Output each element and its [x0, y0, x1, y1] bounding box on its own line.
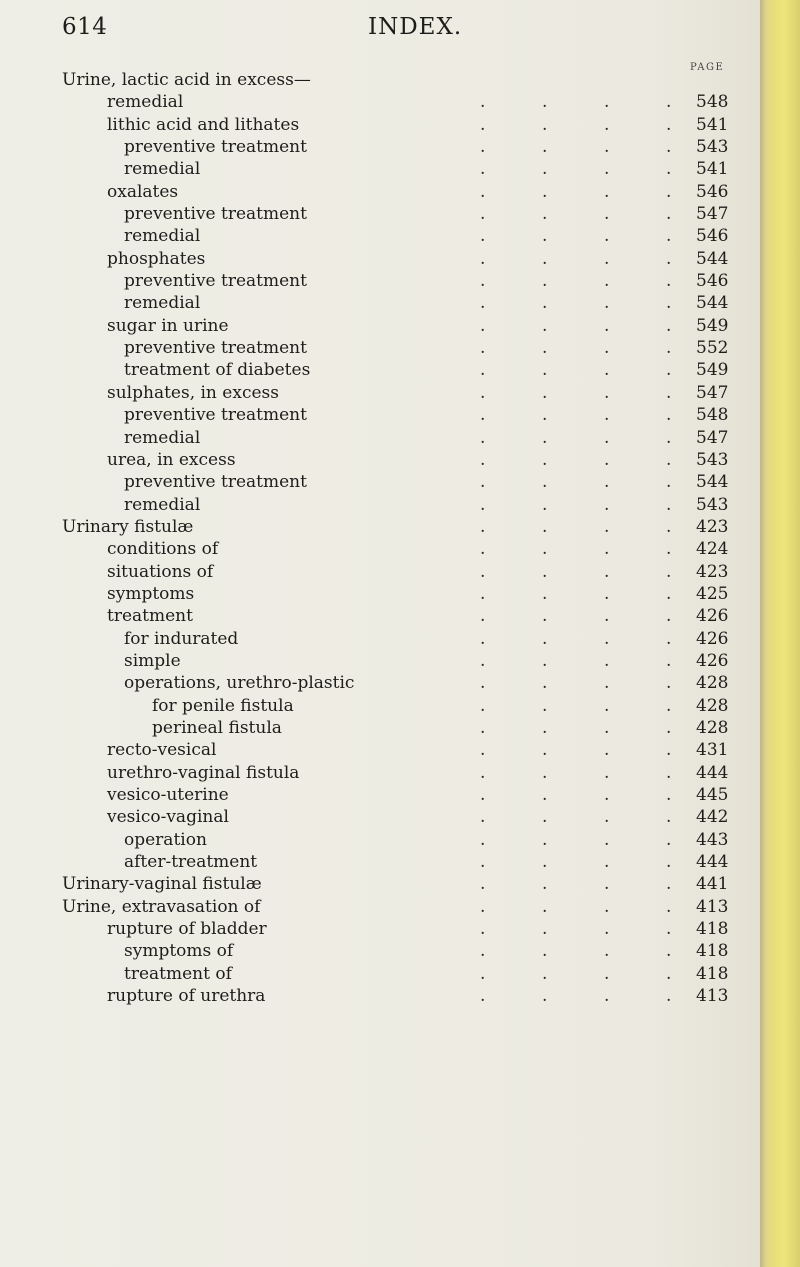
- index-entry-page: 541: [696, 159, 729, 180]
- index-entry-label: after-treatment: [124, 852, 258, 873]
- index-entry: urethro-vaginal fistula . . . . 444: [107, 762, 729, 783]
- index-entries: [0, 69, 760, 1007]
- index-entry-label: preventive treatment: [124, 472, 307, 493]
- index-entry-label: for indurated: [124, 628, 239, 649]
- index-entry: vesico-uterine . . . . 445: [107, 785, 729, 805]
- index-entry: preventive treatment . . . . 546: [124, 271, 729, 292]
- index-entry-label: preventive treatment: [124, 405, 307, 426]
- index-entry: remedial . . . . 548: [107, 92, 729, 113]
- index-entry: perineal fistula . . . . 428: [152, 717, 729, 738]
- index-entry: preventive treatment . . . . 548: [124, 405, 729, 426]
- index-entry: operations, urethro-plastic . . . . 428: [124, 673, 729, 694]
- page-number: 614: [62, 14, 108, 40]
- index-entry-label: preventive treatment: [124, 271, 307, 292]
- index-entry: remedial . . . . 544: [124, 293, 729, 314]
- index-entry-label: urethro-vaginal fistula: [107, 762, 300, 783]
- index-entry-page: 543: [696, 449, 729, 470]
- index-entry: [0, 69, 760, 91]
- index-entry-page: 445: [696, 785, 729, 805]
- index-entry-label: treatment of: [124, 963, 232, 984]
- index-entry: situations of . . . . 423: [107, 561, 729, 582]
- index-entry-page: 549: [696, 360, 729, 381]
- index-entry: recto-vesical . . . . 431: [107, 740, 729, 761]
- index-entry: remedial . . . . 543: [124, 494, 729, 515]
- index-entry: preventive treatment . . . . 543: [124, 137, 729, 158]
- index-entry: lithic acid and lithates . . . . 541: [107, 114, 729, 135]
- index-entry: oxalates . . . . 546: [107, 181, 729, 202]
- index-entry-label: vesico-vaginal: [107, 807, 229, 828]
- index-entry: Urinary fistulæ . . . . 423: [62, 516, 729, 537]
- index-entry-label: preventive treatment: [124, 204, 307, 225]
- index-entry-label: treatment: [107, 606, 193, 627]
- index-entry: remedial . . . . 546: [124, 226, 729, 247]
- index-entry: remedial . . . . 541: [124, 159, 729, 180]
- index-entry-label: urea, in excess: [107, 449, 236, 470]
- index-entry-label: symptoms of: [124, 941, 234, 962]
- index-entry: remedial . . . . 547: [124, 427, 729, 448]
- index-entry-page: 544: [696, 472, 729, 493]
- index-entry-page: 544: [696, 248, 729, 269]
- index-entry-label: recto-vesical: [107, 740, 217, 761]
- index-entry-label: operation: [124, 829, 207, 850]
- index-entry-page: 541: [696, 114, 729, 135]
- index-entry-page: 418: [696, 941, 729, 962]
- index-entry-label: perineal fistula: [152, 717, 282, 738]
- index-entry-page: 543: [696, 137, 729, 158]
- index-entry: urea, in excess . . . . 543: [107, 449, 729, 470]
- index-entry-label: Urine, extravasation of: [62, 896, 261, 917]
- index-entry: symptoms . . . . 425: [107, 583, 729, 604]
- index-entry-label: conditions of: [107, 539, 219, 560]
- index-entry: Urinary-vaginal fistulæ . . . . 441: [62, 874, 729, 895]
- page-column-heading: PAGE: [690, 62, 725, 73]
- index-entry-page: 444: [696, 852, 729, 873]
- index-entry-page: 546: [696, 226, 729, 247]
- index-entry-page: 423: [696, 516, 729, 537]
- index-entry-page: 418: [696, 919, 729, 940]
- index-entry-page: 418: [696, 963, 729, 984]
- index-entry-label: phosphates: [107, 248, 206, 269]
- index-entry-page: 552: [696, 338, 729, 359]
- index-entry-label: lithic acid and lithates: [107, 114, 300, 135]
- index-entry-page: 546: [696, 181, 729, 202]
- index-entry-page: 442: [696, 807, 729, 828]
- index-entry-page: 413: [696, 896, 729, 917]
- index-entry-label: remedial: [124, 494, 201, 515]
- index-entry-label: operations, urethro-plastic: [124, 673, 355, 694]
- index-entry-page: 547: [696, 427, 729, 448]
- index-entry-page: 546: [696, 271, 729, 292]
- index-entry-label: remedial: [124, 226, 201, 247]
- index-entry: conditions of . . . . 424: [107, 539, 729, 560]
- index-entry: symptoms of . . . . 418: [124, 941, 729, 962]
- index-entry: treatment . . . . 426: [107, 606, 729, 627]
- index-entry: phosphates . . . . 544: [107, 248, 729, 269]
- index-entry-label: symptoms: [107, 583, 195, 604]
- index-entry-page: 424: [696, 539, 729, 560]
- index-entry-page: 428: [696, 695, 729, 716]
- index-entry: operation . . . . 443: [124, 829, 729, 850]
- index-entry-page: 444: [696, 762, 729, 783]
- index-entry-label: Urinary-vaginal fistulæ: [62, 874, 262, 895]
- index-entry-label: rupture of urethra: [107, 986, 266, 1007]
- index-entry: rupture of urethra . . . . 413: [107, 986, 729, 1007]
- index-entry: preventive treatment . . . . 547: [124, 204, 729, 225]
- index-entry-label: Urinary fistulæ: [62, 516, 194, 537]
- index-entry-label: remedial: [124, 159, 201, 180]
- index-entry-page: 426: [696, 628, 729, 649]
- index-entry: vesico-vaginal . . . . 442: [107, 807, 729, 828]
- index-entry-page: 428: [696, 673, 729, 694]
- index-entry: after-treatment . . . . 444: [124, 852, 729, 873]
- index-entry-page: 441: [696, 874, 729, 895]
- index-entry-label: treatment of diabetes: [124, 360, 311, 381]
- index-entry-page: 423: [696, 561, 729, 582]
- index-entry: for indurated . . . . 426: [124, 628, 729, 649]
- index-entry-label: remedial: [107, 92, 184, 113]
- book-page-edge: [760, 0, 800, 1267]
- index-entry: sugar in urine . . . . 549: [107, 315, 729, 336]
- index-entry: treatment of diabetes . . . . 549: [124, 360, 729, 381]
- index-entry: simple . . . . 426: [124, 650, 729, 671]
- index-entry-label: remedial: [124, 427, 201, 448]
- index-entry: Urine, extravasation of . . . . 413: [62, 896, 729, 917]
- index-entry-page: 428: [696, 717, 729, 738]
- index-entry: treatment of . . . . 418: [124, 963, 729, 984]
- index-entry: preventive treatment . . . . 544: [124, 472, 729, 493]
- index-entry-label: preventive treatment: [124, 137, 307, 158]
- index-entry-label: situations of: [107, 561, 214, 582]
- index-entry-page: 544: [696, 293, 729, 314]
- index-entry-label: preventive treatment: [124, 338, 307, 359]
- index-entry-label: remedial: [124, 293, 201, 314]
- index-entry: preventive treatment . . . . 552: [124, 338, 729, 359]
- index-entry-label: rupture of bladder: [107, 919, 267, 940]
- page-title: INDEX.: [368, 14, 463, 40]
- index-entry-label: for penile fistula: [152, 695, 294, 716]
- index-entry-page: 547: [696, 382, 729, 403]
- index-entry-page: 426: [696, 650, 729, 671]
- index-entry-page: 543: [696, 494, 729, 515]
- index-entry-page: 547: [696, 204, 729, 225]
- index-entry-page: 413: [696, 986, 729, 1007]
- index-entry: rupture of bladder . . . . 418: [107, 919, 729, 940]
- index-entry: for penile fistula . . . . 428: [152, 695, 729, 716]
- index-entry-page: 548: [696, 92, 729, 113]
- index-entry-page: 426: [696, 606, 729, 627]
- index-entry-page: 548: [696, 405, 729, 426]
- index-entry-label: Urine, lactic acid in excess—: [62, 70, 311, 90]
- index-entry-page: 549: [696, 315, 729, 336]
- page-header: [62, 14, 582, 44]
- index-entry-label: sugar in urine: [107, 315, 229, 336]
- index-entry-label: oxalates: [107, 181, 179, 202]
- index-entry-page: 425: [696, 583, 729, 604]
- index-entry-label: simple: [124, 650, 181, 671]
- index-entry-label: sulphates, in excess: [107, 382, 279, 403]
- index-entry-page: 443: [696, 829, 729, 850]
- index-entry-label: vesico-uterine: [107, 785, 229, 805]
- index-entry-page: 431: [696, 740, 729, 761]
- index-entry: sulphates, in excess . . . . 547: [107, 382, 729, 403]
